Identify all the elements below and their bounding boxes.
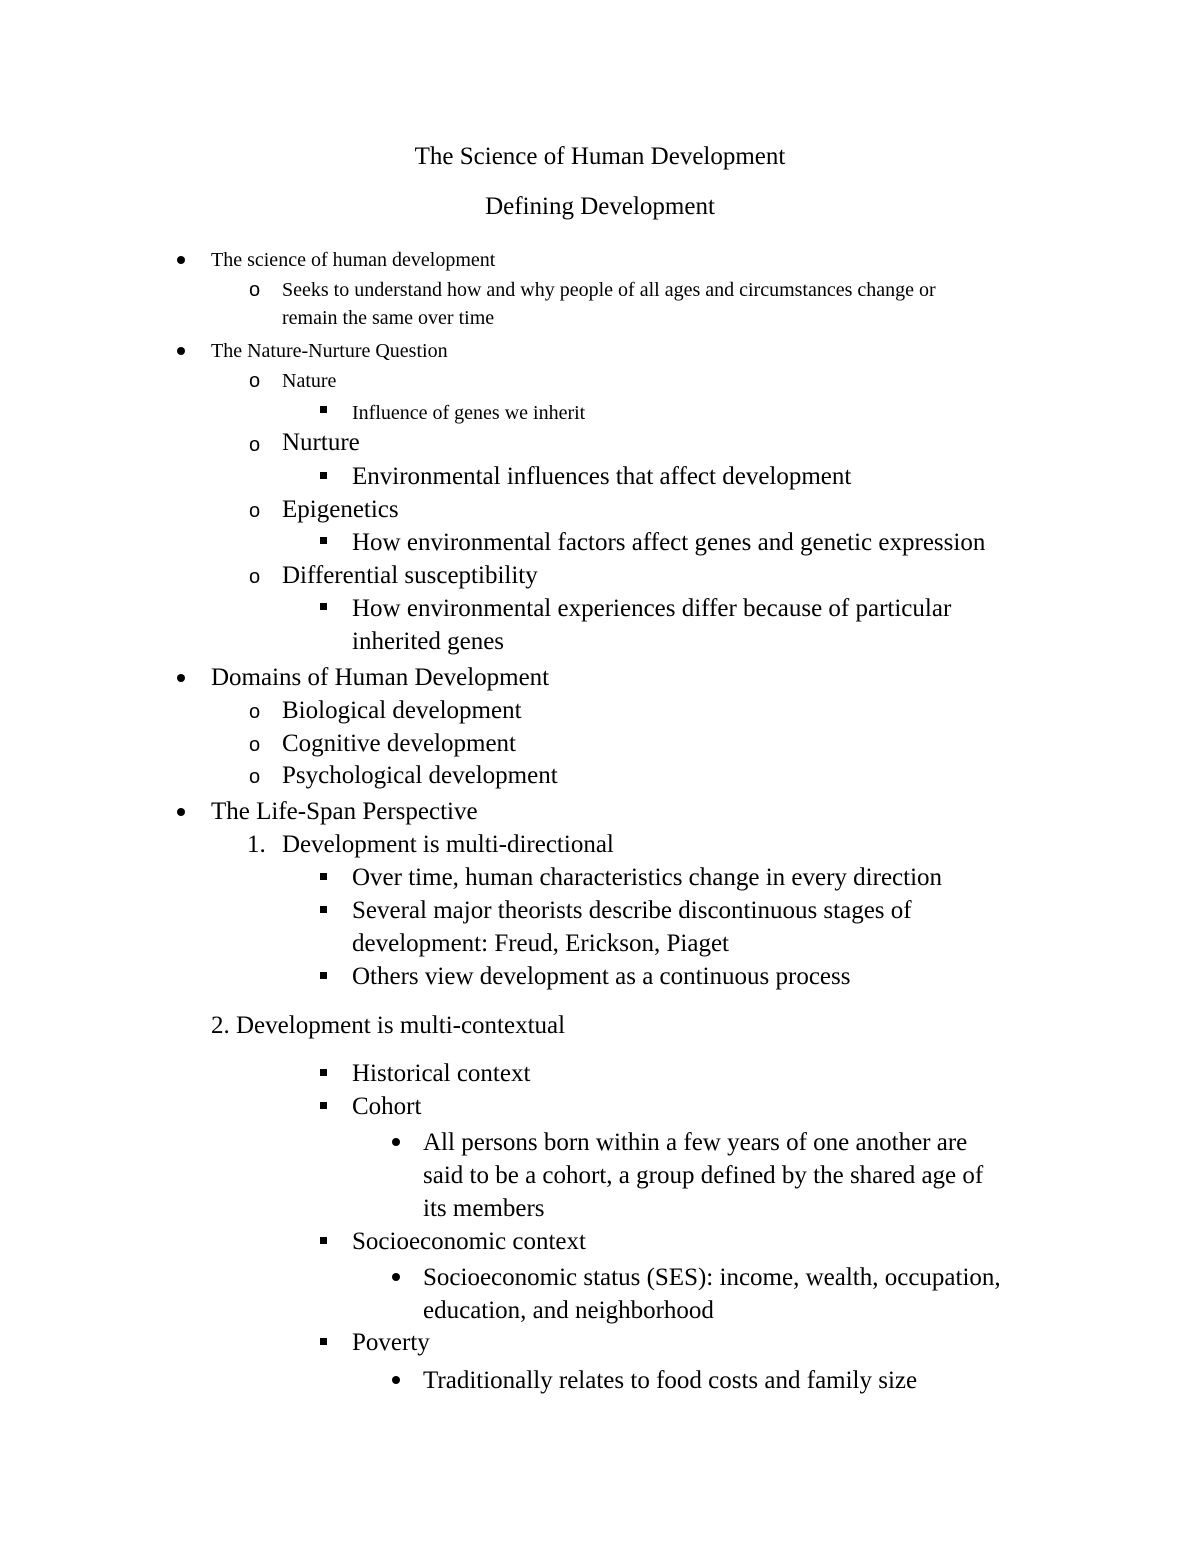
list-item-continuation: development: Freud, Erickson, Piaget (352, 930, 730, 957)
bullet-square-icon (320, 873, 327, 880)
list-item: Historical context (352, 1060, 531, 1087)
bullet-square-icon (320, 472, 327, 479)
list-item: The Nature-Nurture Question (211, 340, 448, 362)
list-item: Domains of Human Development (211, 664, 550, 691)
bullet-dot-icon (177, 256, 185, 264)
bullet-square-icon (320, 406, 327, 413)
bullet-square-icon (320, 972, 327, 979)
list-item: Influence of genes we inherit (352, 402, 586, 424)
list-item: Cognitive development (282, 730, 516, 757)
list-item: Cohort (352, 1093, 422, 1120)
list-number: 1. (247, 831, 266, 858)
bullet-dot-icon (177, 347, 185, 355)
list-item-continuation: inherited genes (352, 628, 505, 655)
list-item: Others view development as a continuous process (352, 963, 851, 990)
list-item: All persons born within a few years of one another are (423, 1129, 968, 1156)
bullet-square-icon (320, 1102, 327, 1109)
bullet-square-icon (320, 537, 327, 544)
bullet-dot-icon (177, 808, 185, 816)
bullet-circle-icon: o (249, 566, 261, 588)
list-item: How environmental experiences differ because of particular (352, 595, 952, 622)
bullet-dot-icon (392, 1273, 400, 1281)
list-item: Epigenetics (282, 496, 399, 523)
bullet-circle-icon: o (249, 279, 261, 301)
list-item-continuation: education, and neighborhood (423, 1297, 714, 1324)
list-item: Differential susceptibility (282, 562, 538, 589)
list-item: Socioeconomic status (SES): income, wealth, occupation, (423, 1264, 1001, 1291)
bullet-circle-icon: o (249, 434, 261, 456)
bullet-dot-icon (392, 1138, 400, 1146)
list-item: Psychological development (282, 762, 558, 789)
list-item: Development is multi-directional (282, 831, 614, 858)
list-item-continuation: remain the same over time (282, 307, 495, 329)
list-item: 2. Development is multi-contextual (211, 1012, 566, 1039)
list-item: Traditionally relates to food costs and family size (423, 1367, 918, 1394)
bullet-circle-icon: o (249, 734, 261, 756)
list-item: Poverty (352, 1329, 430, 1356)
bullet-square-icon (320, 1069, 327, 1076)
list-item: Several major theorists describe discontinuous stages of (352, 897, 912, 924)
bullet-square-icon (320, 906, 327, 913)
document-subtitle: Defining Development (485, 193, 715, 220)
list-item: Biological development (282, 697, 522, 724)
list-item: Nurture (282, 429, 360, 456)
list-item-continuation: its members (423, 1195, 545, 1222)
list-item: Socioeconomic context (352, 1228, 586, 1255)
bullet-circle-icon: o (249, 370, 261, 392)
bullet-circle-icon: o (249, 766, 261, 788)
list-item: Over time, human characteristics change in every direction (352, 864, 943, 891)
document-title: The Science of Human Development (414, 143, 786, 170)
bullet-square-icon (320, 1338, 327, 1345)
list-item-continuation: said to be a cohort, a group defined by the shared age of (423, 1162, 984, 1189)
bullet-dot-icon (392, 1376, 400, 1384)
bullet-square-icon (320, 1237, 327, 1244)
list-item: Seeks to understand how and why people of all ages and circumstances change or (282, 279, 936, 301)
bullet-circle-icon: o (249, 500, 261, 522)
list-item: The science of human development (211, 249, 496, 271)
bullet-circle-icon: o (249, 701, 261, 723)
list-item: Nature (282, 370, 337, 392)
list-item: The Life-Span Perspective (211, 798, 478, 825)
list-item: Environmental influences that affect development (352, 463, 852, 490)
list-item: How environmental factors affect genes and genetic expression (352, 529, 986, 556)
bullet-square-icon (320, 603, 327, 610)
bullet-dot-icon (177, 674, 185, 682)
